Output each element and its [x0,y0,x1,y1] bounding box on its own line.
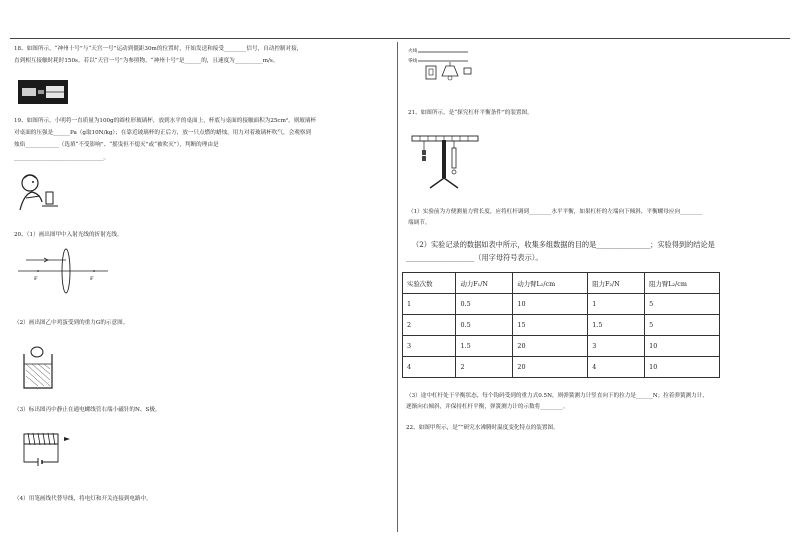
table-row [403,315,720,336]
table-cell: 15 [513,315,588,336]
focal-point-right-label: F [90,276,94,282]
q19-line1: 19、如图所示，小明将一直质量为100g的圆柱形玻璃杯，放到水平的桌面上，杯底与桌面的接触面积为25cm²，则玻璃杯 [14,118,317,124]
household-circuit-diagram [404,48,484,82]
q18-line2: 直到相互接触时耗时150s。若以“天宫一号”为参照物，“神州十号”是______的，且速度为__________m/s。 [14,58,279,64]
egg-in-beaker-diagram [20,342,60,390]
q19-line2: 对桌面的压强是______Pa（g取10N/kg）；在靠近玻璃杯的正后方，放一只点燃的蜡烛，用力对着玻璃杯吹气，会观察到 [14,130,311,136]
q19-line4: ________________________________。 [14,155,110,161]
table-cell: 20 [513,357,588,378]
fire-wire-label: 火线 [408,49,418,54]
table-header-cell: 动力F₁/N [456,273,513,294]
table-cell: 5 [645,315,720,336]
table-row [403,357,720,378]
table-cell: 1 [588,294,645,315]
column-divider [397,42,398,532]
table-row [403,294,720,315]
lens-refraction-diagram [18,246,108,296]
table-cell: 0.5 [456,315,513,336]
q20-part2: （2）画出图乙中鸡蛋受到的重力G的示意图。 [14,320,129,326]
table-row [403,336,720,357]
table-cell: 1.5 [456,336,513,357]
q20-part1: 20、（1）画出图甲中入射光线的折射光线。 [14,232,123,238]
q22-text: 22、如图甲所示，是“”研究水沸腾时温度变化特点的装置图。 [406,425,559,431]
table-cell: 3 [588,336,645,357]
table-cell: 1 [403,294,456,315]
q21-part1-line2: 端调节。 [408,220,431,226]
table-cell: 3 [403,336,456,357]
q21-part2-line1: （2）实验记录的数据如表中所示，收集多组数据的目的是_______________；实验得到的结论是 [412,240,715,249]
q20-part4: （4）用笔画线代替导线，将电灯和开关连接到电路中。 [14,496,152,502]
table-header-cell: 动力臂L₁/cm [513,273,588,294]
neutral-wire-label: 零线 [408,59,418,64]
table-cell: 4 [588,357,645,378]
solenoid-circuit-diagram [20,432,78,468]
q19-line3: 烛焰____________（选填“不受影响”、“摇曳但不熄灭”或“被吹灭”），判断的理由是 [14,142,219,148]
q21-intro: 21、如图所示，是“探究杠杆平衡条件”的装置图。 [408,110,533,116]
top-rule [10,38,790,39]
person-blowing-candle-figure [16,172,58,212]
spacecraft-photo [18,80,68,104]
q20-part3: （3）标出图丙中静止在通电螺线管右端小磁针的N、S极。 [14,407,161,413]
table-cell: 10 [645,357,720,378]
q21-part1-line1: （1）实验前为方便测量力臂长度，应将杠杆调到________水平平衡，如果杠杆的左端向下倾斜，平衡螺母应向________ [408,209,703,215]
table-cell: 10 [513,294,588,315]
table-cell: 5 [645,294,720,315]
table-header-cell: 阻力臂L₂/cm [645,273,720,294]
table-header-cell: 实验次数 [403,273,456,294]
table-cell: 0.5 [456,294,513,315]
q21-part3-line2: 逐渐向右倾斜，并保持杠杆平衡，弹簧测力计的示数将________。 [406,404,569,410]
focal-point-left-label: F [34,276,38,282]
table-cell: 10 [645,336,720,357]
table-cell: 20 [513,336,588,357]
table-cell: 1.5 [588,315,645,336]
q21-part2-line2: ___________________（用字母符号表示）。 [406,253,543,262]
table-cell: 2 [403,315,456,336]
table-cell: 4 [403,357,456,378]
table-header-cell: 阻力F₂/N [588,273,645,294]
q21-part3-line1: （3）途中杠杆处于平衡状态，每个钩码受到的重力式0.5N，则弹簧测力计竖直向下的拉力是______N；拉着弹簧测力计， [406,393,708,399]
lever-apparatus-diagram [410,128,482,192]
table-header-row [403,273,720,294]
experiment-data-table [402,272,720,378]
table-cell: 2 [456,357,513,378]
q18-line1: 18、如图所示，“神州十号”与“天宫一号”运动到僵距30m的位置时，开始发送和接受________信号，自动控制对接， [14,46,303,52]
